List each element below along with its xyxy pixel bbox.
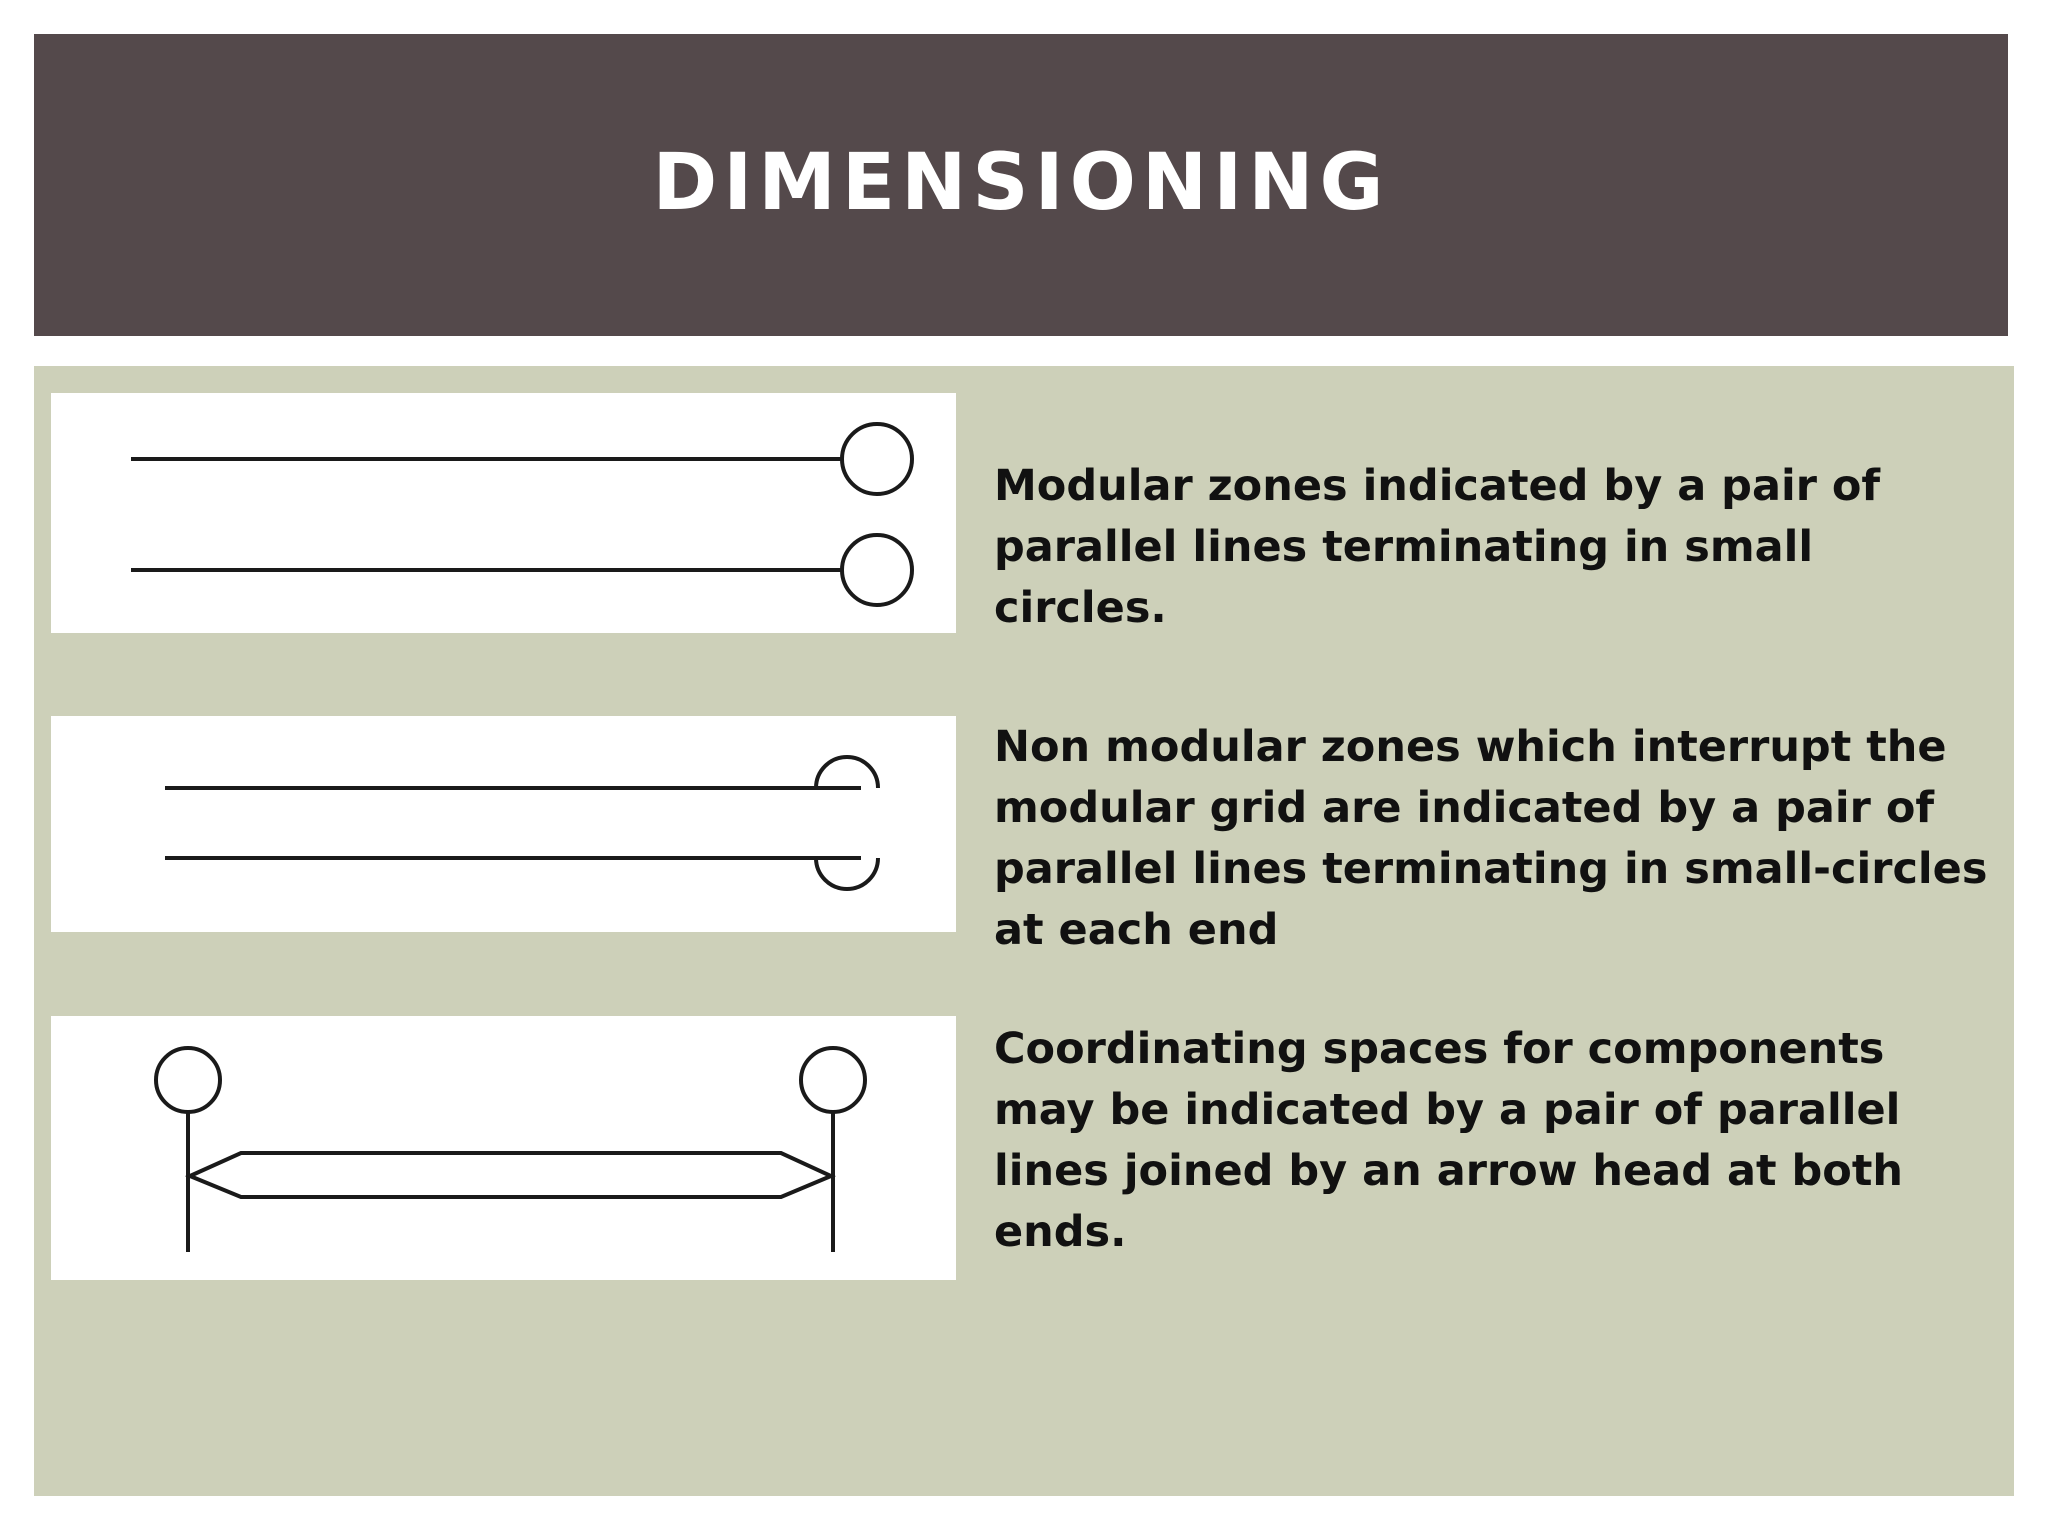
coordinating-space-diagram <box>51 1016 956 1280</box>
non-modular-zone-diagram <box>51 716 956 932</box>
title-bar <box>34 34 2008 336</box>
modular-zone-diagram <box>51 393 956 633</box>
non-modular-zone-description: Non modular zones which interrupt the modular grid are indicated by a pair of parallel lines terminating in small-circles at each end <box>994 722 1988 955</box>
left-terminal-circle <box>156 1048 220 1112</box>
terminal-circle-lower <box>842 535 912 605</box>
half-circle-lower <box>816 858 878 889</box>
right-terminal-circle <box>801 1048 865 1112</box>
coordinating-space-description: Coordinating spaces for components may be indicated by a pair of parallel lines joined by an arrow head at both ends. <box>994 1024 1903 1257</box>
modular-zone-figure <box>51 393 956 633</box>
slide-title: DIMENSIONING <box>652 138 1390 228</box>
half-circle-upper <box>816 757 878 788</box>
coordinating-space-figure <box>51 1016 956 1280</box>
double-arrow-bar <box>190 1153 831 1197</box>
terminal-circle-upper <box>842 424 912 494</box>
non-modular-zone-figure <box>51 716 956 932</box>
modular-zone-description: Modular zones indicated by a pair of parallel lines terminating in small circles. <box>994 461 1881 633</box>
content-panel <box>34 366 2014 1496</box>
